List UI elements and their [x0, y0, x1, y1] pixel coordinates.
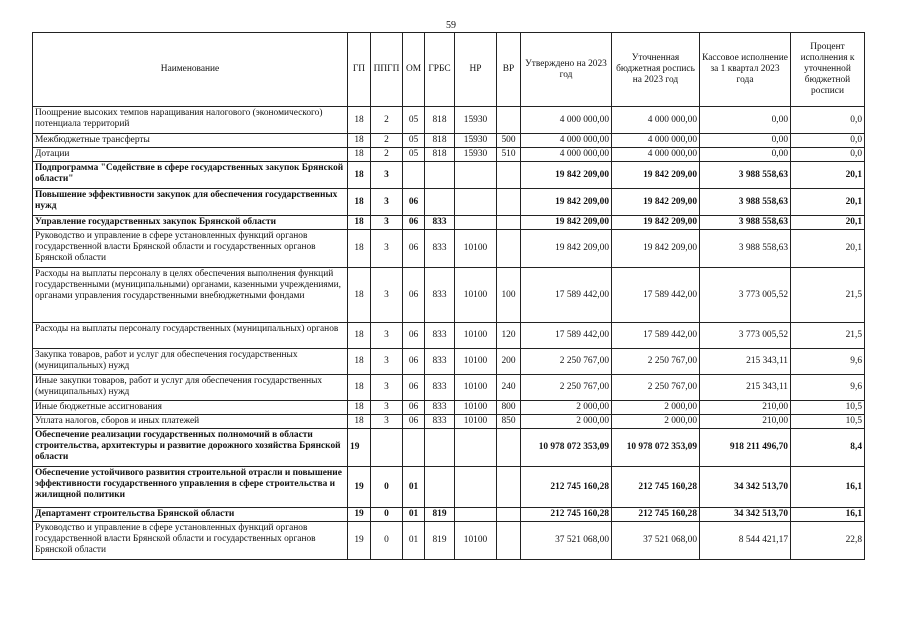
row-np — [455, 162, 497, 189]
row-vr — [497, 467, 521, 508]
row-grbs — [425, 189, 455, 216]
table-row — [33, 162, 865, 189]
row-om: 06 — [403, 230, 425, 268]
row-gp: 19 — [348, 522, 371, 560]
row-om: 05 — [403, 134, 425, 148]
row-gp: 18 — [348, 349, 371, 375]
row-om: 06 — [403, 401, 425, 415]
row-ppgp: 3 — [371, 349, 403, 375]
table-row — [33, 415, 865, 429]
row-name: Обеспечение реализации государственных полномочий в области строительства, архитектуры и развитие дорожного хозяйства Брянской области — [33, 429, 348, 467]
row-gp: 18 — [348, 107, 371, 134]
table-row — [33, 429, 865, 467]
row-ppgp: 3 — [371, 216, 403, 230]
table-row — [33, 107, 865, 134]
row-name: Закупка товаров, работ и услуг для обеспечения государственных (муниципальных) нужд — [33, 349, 348, 375]
table-row — [33, 148, 865, 162]
row-gp: 18 — [348, 216, 371, 230]
row-ppgp: 3 — [371, 162, 403, 189]
row-ppgp: 3 — [371, 323, 403, 349]
row-vr — [497, 107, 521, 134]
row-cash: 34 342 513,70 — [700, 467, 791, 508]
row-grbs: 833 — [425, 230, 455, 268]
row-ppgp: 0 — [371, 522, 403, 560]
table-row — [33, 375, 865, 401]
row-om: 01 — [403, 508, 425, 522]
row-grbs: 833 — [425, 401, 455, 415]
row-grbs: 819 — [425, 508, 455, 522]
table-row — [33, 467, 865, 508]
row-gp: 18 — [348, 189, 371, 216]
row-approved: 2 000,00 — [521, 415, 612, 429]
row-vr: 120 — [497, 323, 521, 349]
row-cash: 0,00 — [700, 148, 791, 162]
row-percent: 8,4 — [791, 429, 865, 467]
row-percent: 0,0 — [791, 134, 865, 148]
row-percent: 20,1 — [791, 230, 865, 268]
row-om: 01 — [403, 522, 425, 560]
row-approved: 19 842 209,00 — [521, 162, 612, 189]
row-approved: 17 589 442,00 — [521, 323, 612, 349]
row-refined: 4 000 000,00 — [612, 134, 700, 148]
row-vr — [497, 508, 521, 522]
row-grbs — [425, 429, 455, 467]
header-row — [33, 33, 865, 107]
row-om: 06 — [403, 268, 425, 323]
header-percent: Процент исполнения к уточненной бюджетной росписи — [791, 33, 865, 107]
row-name: Иные закупки товаров, работ и услуг для обеспечения государственных (муниципальных) нужд — [33, 375, 348, 401]
row-ppgp: 3 — [371, 230, 403, 268]
row-vr — [497, 230, 521, 268]
row-vr: 100 — [497, 268, 521, 323]
row-approved: 10 978 072 353,09 — [521, 429, 612, 467]
row-om: 06 — [403, 189, 425, 216]
row-approved: 2 250 767,00 — [521, 375, 612, 401]
row-np — [455, 189, 497, 216]
row-refined: 4 000 000,00 — [612, 148, 700, 162]
row-cash: 3 988 558,63 — [700, 230, 791, 268]
row-name: Расходы на выплаты персоналу государственных (муниципальных) органов — [33, 323, 348, 349]
table-row — [33, 323, 865, 349]
row-percent: 20,1 — [791, 216, 865, 230]
row-om: 06 — [403, 375, 425, 401]
row-om: 05 — [403, 107, 425, 134]
row-np: 15930 — [455, 134, 497, 148]
budget-table — [32, 32, 865, 560]
row-name: Межбюджетные трансферты — [33, 134, 348, 148]
row-approved: 2 250 767,00 — [521, 349, 612, 375]
row-name: Уплата налогов, сборов и иных платежей — [33, 415, 348, 429]
row-name: Подпрограмма "Содействие в сфере государственных закупок Брянской области" — [33, 162, 348, 189]
row-cash: 0,00 — [700, 107, 791, 134]
row-refined: 212 745 160,28 — [612, 467, 700, 508]
row-ppgp: 2 — [371, 107, 403, 134]
row-cash: 918 211 496,70 — [700, 429, 791, 467]
row-name: Руководство и управление в сфере установленных функций органов государственной власти Брянской области и государственных органов Брянской области — [33, 522, 348, 560]
row-om — [403, 162, 425, 189]
row-refined: 19 842 209,00 — [612, 189, 700, 216]
header-cash: Кассовое исполнение за 1 квартал 2023 года — [700, 33, 791, 107]
row-percent: 16,1 — [791, 467, 865, 508]
row-approved: 17 589 442,00 — [521, 268, 612, 323]
row-ppgp: 3 — [371, 415, 403, 429]
row-cash: 3 773 005,52 — [700, 268, 791, 323]
row-refined: 19 842 209,00 — [612, 230, 700, 268]
header-vr: ВР — [497, 33, 521, 107]
row-percent: 21,5 — [791, 268, 865, 323]
row-grbs — [425, 467, 455, 508]
row-name: Руководство и управление в сфере установленных функций органов государственной власти Брянской области и государственных органов Брянской области — [33, 230, 348, 268]
row-name: Дотации — [33, 148, 348, 162]
row-percent: 10,5 — [791, 415, 865, 429]
row-vr — [497, 162, 521, 189]
row-gp: 18 — [348, 162, 371, 189]
row-cash: 8 544 421,17 — [700, 522, 791, 560]
row-np: 10100 — [455, 349, 497, 375]
row-grbs: 818 — [425, 107, 455, 134]
row-gp: 19 — [348, 467, 371, 508]
row-ppgp — [371, 429, 403, 467]
row-np — [455, 216, 497, 230]
row-approved: 37 521 068,00 — [521, 522, 612, 560]
row-refined: 37 521 068,00 — [612, 522, 700, 560]
row-refined: 10 978 072 353,09 — [612, 429, 700, 467]
row-grbs: 833 — [425, 323, 455, 349]
row-vr: 240 — [497, 375, 521, 401]
row-name: Расходы на выплаты персоналу в целях обеспечения выполнения функций государственными (муниципальными) органами, казенными учреждениями, органами управления государственными внебюджетными фондами — [33, 268, 348, 323]
row-name: Департамент строительства Брянской области — [33, 508, 348, 522]
row-om: 06 — [403, 323, 425, 349]
row-ppgp: 0 — [371, 467, 403, 508]
row-refined: 2 250 767,00 — [612, 349, 700, 375]
row-name: Обеспечение устойчивого развития строительной отрасли и повышение эффективности государственного управления в сфере строительства и жилищной политики — [33, 467, 348, 508]
row-np — [455, 467, 497, 508]
header-gp: ГП — [348, 33, 371, 107]
row-np: 15930 — [455, 107, 497, 134]
row-ppgp: 2 — [371, 148, 403, 162]
row-np: 10100 — [455, 522, 497, 560]
row-approved: 2 000,00 — [521, 401, 612, 415]
row-grbs: 833 — [425, 415, 455, 429]
row-percent: 0,0 — [791, 148, 865, 162]
row-gp: 19 — [348, 429, 371, 467]
row-percent: 21,5 — [791, 323, 865, 349]
row-vr: 850 — [497, 415, 521, 429]
row-vr — [497, 189, 521, 216]
row-refined: 4 000 000,00 — [612, 107, 700, 134]
row-ppgp: 3 — [371, 189, 403, 216]
row-percent: 22,8 — [791, 522, 865, 560]
row-percent: 0,0 — [791, 107, 865, 134]
row-vr: 500 — [497, 134, 521, 148]
row-cash: 3 988 558,63 — [700, 189, 791, 216]
table-row — [33, 268, 865, 323]
row-grbs: 818 — [425, 148, 455, 162]
row-gp: 18 — [348, 268, 371, 323]
row-grbs: 833 — [425, 216, 455, 230]
row-vr: 800 — [497, 401, 521, 415]
table-row — [33, 230, 865, 268]
row-approved: 4 000 000,00 — [521, 148, 612, 162]
row-cash: 0,00 — [700, 134, 791, 148]
row-np: 15930 — [455, 148, 497, 162]
row-np — [455, 508, 497, 522]
row-np: 10100 — [455, 323, 497, 349]
row-gp: 18 — [348, 415, 371, 429]
row-vr: 200 — [497, 349, 521, 375]
row-np — [455, 429, 497, 467]
row-percent: 9,6 — [791, 375, 865, 401]
row-approved: 19 842 209,00 — [521, 189, 612, 216]
row-np: 10100 — [455, 268, 497, 323]
row-np: 10100 — [455, 401, 497, 415]
row-name: Повышение эффективности закупок для обеспечения государственных нужд — [33, 189, 348, 216]
row-np: 10100 — [455, 415, 497, 429]
row-percent: 10,5 — [791, 401, 865, 415]
row-vr — [497, 216, 521, 230]
row-approved: 212 745 160,28 — [521, 467, 612, 508]
row-np: 10100 — [455, 375, 497, 401]
row-name: Иные бюджетные ассигнования — [33, 401, 348, 415]
row-refined: 2 000,00 — [612, 415, 700, 429]
table-row — [33, 401, 865, 415]
row-om — [403, 429, 425, 467]
header-name: Наименование — [33, 33, 348, 107]
row-refined: 17 589 442,00 — [612, 323, 700, 349]
row-gp: 19 — [348, 508, 371, 522]
table-row — [33, 522, 865, 560]
row-refined: 212 745 160,28 — [612, 508, 700, 522]
row-cash: 210,00 — [700, 415, 791, 429]
row-vr: 510 — [497, 148, 521, 162]
row-ppgp: 3 — [371, 375, 403, 401]
row-cash: 210,00 — [700, 401, 791, 415]
row-ppgp: 3 — [371, 401, 403, 415]
row-grbs — [425, 162, 455, 189]
row-cash: 215 343,11 — [700, 349, 791, 375]
row-gp: 18 — [348, 134, 371, 148]
header-approved: Утверждено на 2023 год — [521, 33, 612, 107]
row-refined: 19 842 209,00 — [612, 216, 700, 230]
table-row — [33, 189, 865, 216]
row-cash: 3 988 558,63 — [700, 162, 791, 189]
row-cash: 3 773 005,52 — [700, 323, 791, 349]
row-grbs: 833 — [425, 349, 455, 375]
row-approved: 4 000 000,00 — [521, 107, 612, 134]
row-percent: 9,6 — [791, 349, 865, 375]
row-grbs: 819 — [425, 522, 455, 560]
row-refined: 17 589 442,00 — [612, 268, 700, 323]
row-approved: 19 842 209,00 — [521, 230, 612, 268]
row-approved: 19 842 209,00 — [521, 216, 612, 230]
row-refined: 2 250 767,00 — [612, 375, 700, 401]
row-name: Управление государственных закупок Брянской области — [33, 216, 348, 230]
row-cash: 215 343,11 — [700, 375, 791, 401]
row-om: 06 — [403, 216, 425, 230]
table-row — [33, 508, 865, 522]
row-approved: 212 745 160,28 — [521, 508, 612, 522]
row-ppgp: 3 — [371, 268, 403, 323]
row-name: Поощрение высоких темпов наращивания налогового (экономического) потенциала территорий — [33, 107, 348, 134]
row-ppgp: 2 — [371, 134, 403, 148]
row-grbs: 833 — [425, 268, 455, 323]
header-om: ОМ — [403, 33, 425, 107]
row-percent: 20,1 — [791, 189, 865, 216]
row-gp: 18 — [348, 375, 371, 401]
row-percent: 16,1 — [791, 508, 865, 522]
row-om: 06 — [403, 415, 425, 429]
row-gp: 18 — [348, 230, 371, 268]
row-np: 10100 — [455, 230, 497, 268]
row-gp: 18 — [348, 323, 371, 349]
header-refined: Уточненная бюджетная роспись на 2023 год — [612, 33, 700, 107]
row-gp: 18 — [348, 401, 371, 415]
row-ppgp: 0 — [371, 508, 403, 522]
row-vr — [497, 522, 521, 560]
row-om: 05 — [403, 148, 425, 162]
table-row — [33, 349, 865, 375]
row-refined: 2 000,00 — [612, 401, 700, 415]
table-row — [33, 134, 865, 148]
row-percent: 20,1 — [791, 162, 865, 189]
row-grbs: 833 — [425, 375, 455, 401]
row-cash: 3 988 558,63 — [700, 216, 791, 230]
row-om: 01 — [403, 467, 425, 508]
row-gp: 18 — [348, 148, 371, 162]
table-row — [33, 216, 865, 230]
row-refined: 19 842 209,00 — [612, 162, 700, 189]
header-np: НР — [455, 33, 497, 107]
row-om: 06 — [403, 349, 425, 375]
row-vr — [497, 429, 521, 467]
header-ppgp: ППГП — [371, 33, 403, 107]
page-number: 59 — [446, 20, 456, 31]
row-approved: 4 000 000,00 — [521, 134, 612, 148]
row-cash: 34 342 513,70 — [700, 508, 791, 522]
header-grbs: ГРБС — [425, 33, 455, 107]
row-grbs: 818 — [425, 134, 455, 148]
